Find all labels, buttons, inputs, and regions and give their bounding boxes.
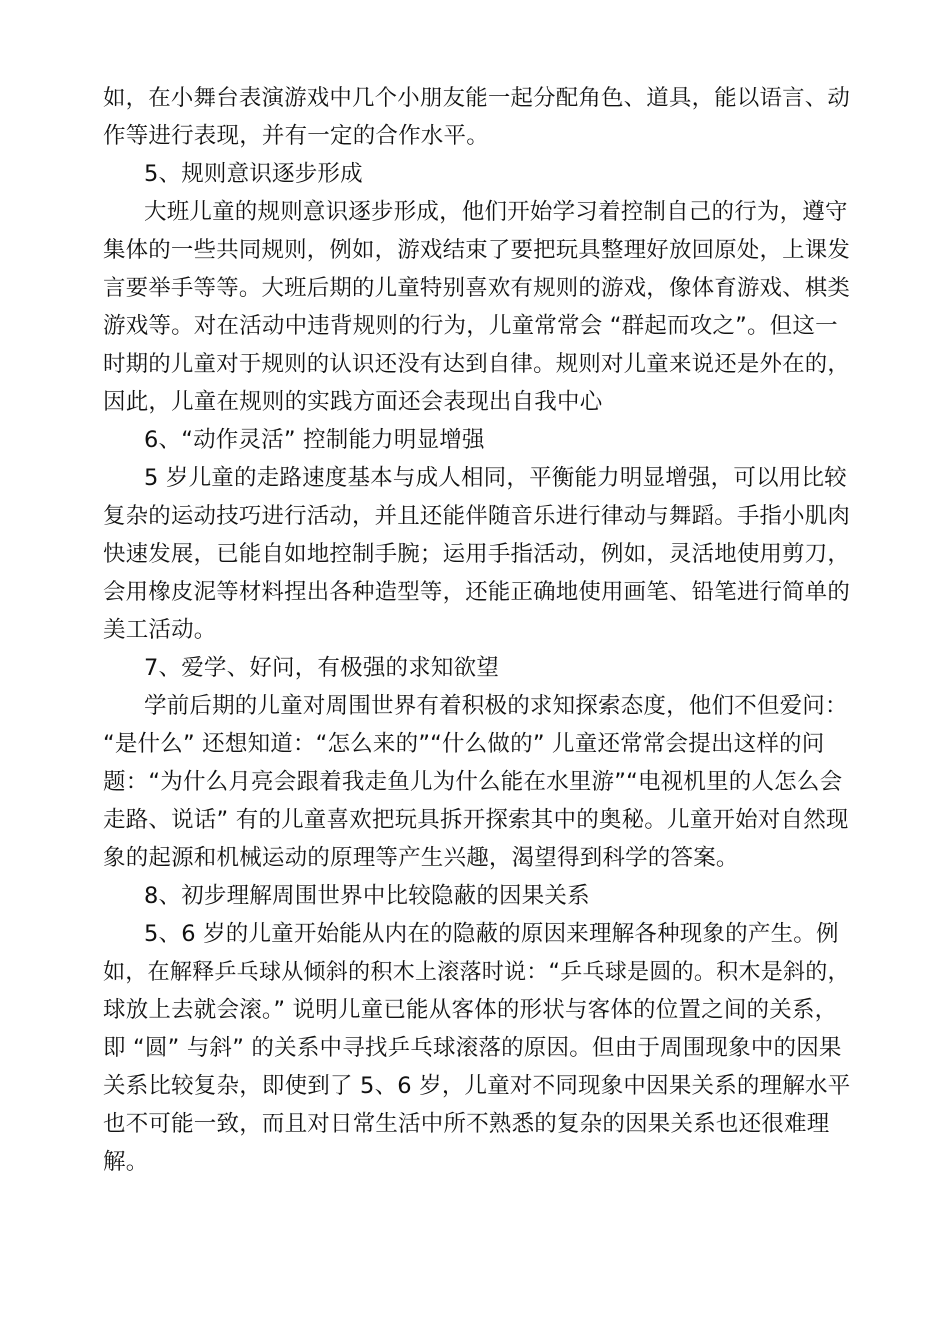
section-heading: 8、初步理解周围世界中比较隐蔽的因果关系 <box>144 883 590 909</box>
text-line: 美工活动。 <box>103 617 217 643</box>
text-line: 学前后期的儿童对周围世界有着积极的求知探索态度，他们不但爱问： <box>144 693 848 719</box>
text-line: 即 “圆” 与斜” 的关系中寻找乒乓球滚落的原因。但由于周围现象中的因果 <box>103 1035 842 1061</box>
text-line: 快速发展，已能自如地控制手腕；运用手指活动，例如，灵活地使用剪刀， <box>103 541 851 567</box>
text-line: 作等进行表现，并有一定的合作水平。 <box>103 123 489 149</box>
text-line: 解。 <box>103 1149 149 1175</box>
text-line: 大班儿童的规则意识逐步形成，他们开始学习着控制自己的行为，遵守 <box>144 199 848 225</box>
text-line: 会用橡皮泥等材料捏出各种造型等，还能正确地使用画笔、铅笔进行简单的 <box>103 579 851 605</box>
text-line: 集体的一些共同规则，例如，游戏结束了要把玩具整理好放回原处，上课发 <box>103 237 851 263</box>
text-line: 球放上去就会滚。” 说明儿童已能从客体的形状与客体的位置之间的关系， <box>103 997 838 1023</box>
text-line: 时期的儿童对于规则的认识还没有达到自律。规则对儿童来说还是外在的， <box>103 351 851 377</box>
text-line: 言要举手等等。大班后期的儿童特别喜欢有规则的游戏，像体育游戏、棋类 <box>103 275 851 301</box>
text-line: 题：“为什么月亮会跟着我走鱼儿为什么能在水里游”“电视机里的人怎么会 <box>103 769 843 795</box>
section-heading: 5、规则意识逐步形成 <box>144 161 363 187</box>
text-line: 因此，儿童在规则的实践方面还会表现出自我中心 <box>103 389 603 415</box>
text-line: 复杂的运动技巧进行活动，并且还能伴随音乐进行律动与舞蹈。手指小肌肉 <box>103 503 851 529</box>
section-heading: 6、“动作灵活” 控制能力明显增强 <box>144 427 485 453</box>
text-line: “是什么” 还想知道：“怎么来的”“什么做的” 儿童还常常会提出这样的问 <box>103 731 825 757</box>
text-line: 如，在解释乒乓球从倾斜的积木上滚落时说：“乒乓球是圆的。积木是斜的， <box>103 959 850 985</box>
text-line: 5 岁儿童的走路速度基本与成人相同，平衡能力明显增强，可以用比较 <box>144 465 847 491</box>
text-line: 游戏等。对在活动中违背规则的行为，儿童常常会 “群起而攻之”。但这一 <box>103 313 838 339</box>
text-line: 走路、说话” 有的儿童喜欢把玩具拆开探索其中的奥秘。儿童开始对自然现 <box>103 807 849 833</box>
text-line: 如，在小舞台表演游戏中几个小朋友能一起分配角色、道具，能以语言、动 <box>103 85 851 111</box>
text-line: 也不可能一致，而且对日常生活中所不熟悉的复杂的因果关系也还很难理 <box>103 1111 830 1137</box>
section-heading: 7、爱学、好问，有极强的求知欲望 <box>144 655 500 681</box>
text-line: 5、6 岁的儿童开始能从内在的隐蔽的原因来理解各种现象的产生。例 <box>144 921 839 947</box>
text-line: 关系比较复杂，即使到了 5、6 岁，儿童对不同现象中因果关系的理解水平 <box>103 1073 851 1099</box>
text-line: 象的起源和机械运动的原理等产生兴趣，渴望得到科学的答案。 <box>103 845 739 871</box>
